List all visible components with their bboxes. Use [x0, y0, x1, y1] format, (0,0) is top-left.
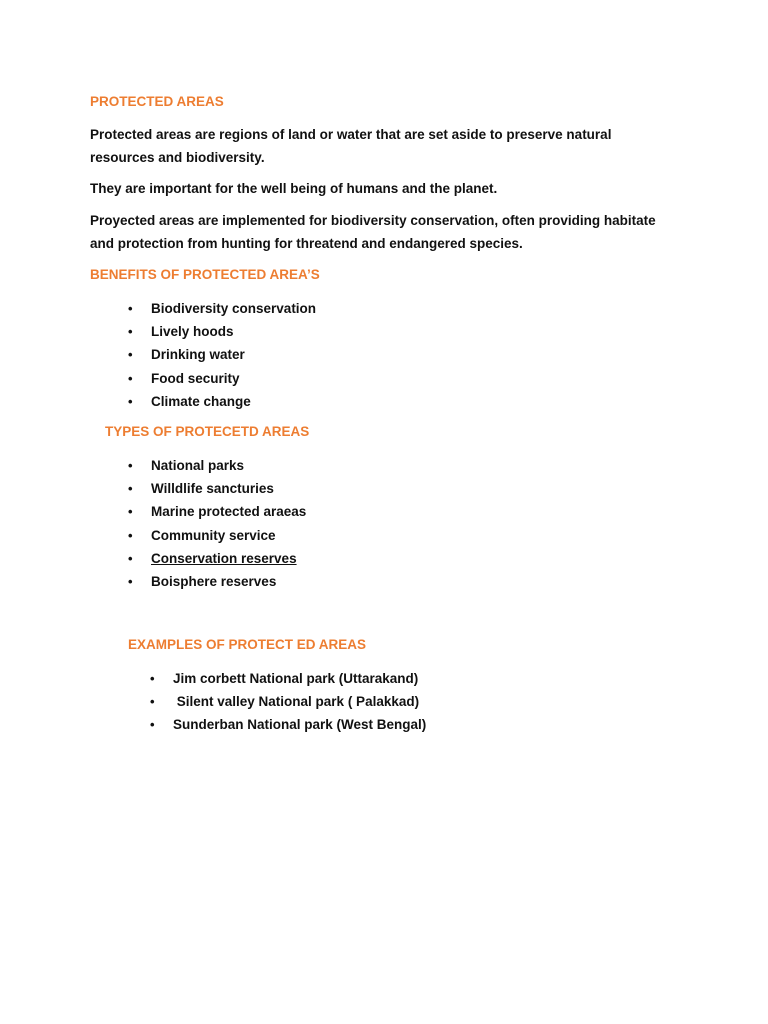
bullet-icon: •: [128, 393, 133, 409]
bullet-icon: •: [128, 458, 133, 473]
list-item: [128, 547, 306, 570]
heading-types: TYPES OF PROTECETD AREAS: [105, 424, 310, 439]
paragraph-importance: They are important for the well being of humans and the planet.: [90, 181, 498, 196]
bullet-icon: •: [128, 550, 133, 566]
bullet-icon: •: [128, 504, 133, 520]
list-item: • Community service: [128, 524, 306, 547]
paragraph-implementation: Proyected areas are implemented for biodiversity conservation, often providing habitate and protection from hunting for threatend and endangered species.: [90, 213, 656, 251]
list-item: • Drinking water: [128, 343, 316, 366]
list-item: • Food security: [128, 367, 316, 390]
paragraph-definition: Protected areas are regions of land or water that are set aside to preserve natural resources and biodiversity.: [90, 127, 612, 165]
bullet-icon: •: [128, 324, 133, 340]
list-item: • Willdlife sancturies: [128, 477, 306, 500]
heading-protected-areas: PROTECTED AREAS: [90, 94, 224, 109]
bullet-icon: •: [128, 481, 133, 497]
bullet-icon: •: [150, 671, 155, 686]
list-item: • Lively hoods: [128, 320, 316, 343]
types-list: [128, 454, 306, 593]
list-item: • Silent valley National park ( Palakkad): [150, 690, 426, 713]
list-item: • Biodiversity conservation: [128, 297, 316, 320]
bullet-icon: •: [128, 574, 133, 590]
examples-list: [150, 667, 426, 737]
list-item: • Boisphere reserves: [128, 570, 306, 593]
benefits-list: [128, 297, 316, 413]
bullet-icon: •: [150, 694, 155, 710]
underlined-text: Conservation reserves: [151, 550, 297, 566]
list-item: • Sunderban National park (West Bengal): [150, 713, 426, 736]
list-item: • Marine protected araeas: [128, 500, 306, 523]
list-item: • Climate change: [128, 390, 316, 413]
heading-examples: EXAMPLES OF PROTECT ED AREAS: [128, 637, 367, 652]
heading-benefits: BENEFITS OF PROTECTED AREA’S: [90, 267, 320, 282]
bullet-icon: •: [128, 347, 133, 363]
list-item: • Jim corbett National park (Uttarakand): [150, 667, 426, 690]
bullet-icon: •: [150, 717, 155, 733]
bullet-icon: •: [128, 527, 133, 543]
bullet-icon: •: [128, 301, 133, 316]
list-item: • National parks: [128, 454, 306, 477]
bullet-icon: •: [128, 370, 133, 386]
